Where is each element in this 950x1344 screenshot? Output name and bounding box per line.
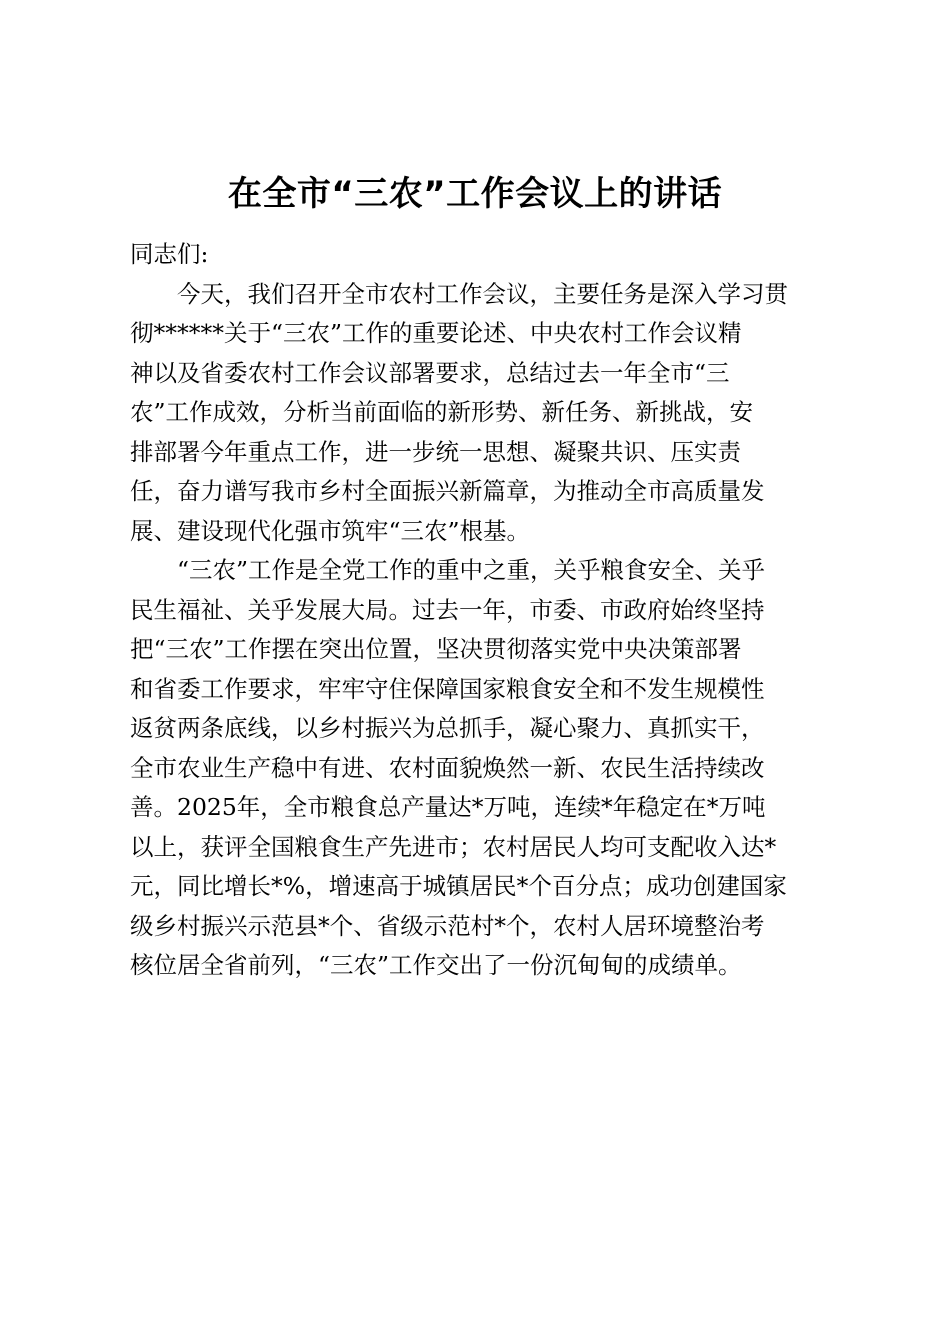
paragraph-line: 把“三农”工作摆在突出位置，坚决贯彻落实党中央决策部署 [130,635,742,663]
paragraph-line: 民生福祉、关乎发展大局。过去一年，市委、市政府始终坚持 [130,595,765,624]
paragraph-line: 全市农业生产稳中有进、农村面貌焕然一新、农民生活持续改 [130,753,765,782]
paragraph-line: 神以及省委农村工作会议部署要求，总结过去一年全市“三 [130,358,730,387]
paragraph-line: 级乡村振兴示范县*个、省级示范村*个，农村人居环境整治考 [130,911,765,940]
paragraph-line: 以上，获评全国粮食生产先进市；农村居民人均可支配收入达* [130,832,777,861]
paragraph-line: 和省委工作要求，牢牢守住保障国家粮食安全和不发生规模性 [130,674,765,703]
document-title: 在全市“三农”工作会议上的讲话 [227,174,723,214]
paragraph-line: 核位居全省前列，“三农”工作交出了一份沉甸甸的成绩单。 [130,951,742,979]
paragraph-line: 返贫两条底线，以乡村振兴为总抓手，凝心聚力、真抓实干， [130,714,765,742]
paragraph-line: 善。2025年，全市粮食总产量达*万吨，连续*年稳定在*万吨 [130,793,766,821]
paragraph-line: 彻******关于“三农”工作的重要论述、中央农村工作会议精 [130,319,742,347]
paragraph-line: 排部署今年重点工作，进一步统一思想、凝聚共识、压实责 [130,437,741,466]
paragraph-line: “三农”工作是全党工作的重中之重，关乎粮食安全、关乎 [177,556,766,584]
paragraph-1 [130,275,835,552]
paragraph-line: 今天，我们召开全市农村工作会议，主要任务是深入学习贯 [177,279,788,308]
paragraph-line: 展、建设现代化强市筑牢“三农”根基。 [130,516,531,545]
paragraph-line: 元，同比增长*%，增速高于城镇居民*个百分点；成功创建国家 [130,872,787,900]
paragraph-line: 任，奋力谱写我市乡村全面振兴新篇章，为推动全市高质量发 [130,477,765,505]
salutation: 同志们: [130,240,209,268]
document-body [130,235,835,986]
paragraph-2 [130,551,835,986]
paragraph-line: 农”工作成效，分析当前面临的新形势、新任务、新挑战，安 [130,398,754,426]
